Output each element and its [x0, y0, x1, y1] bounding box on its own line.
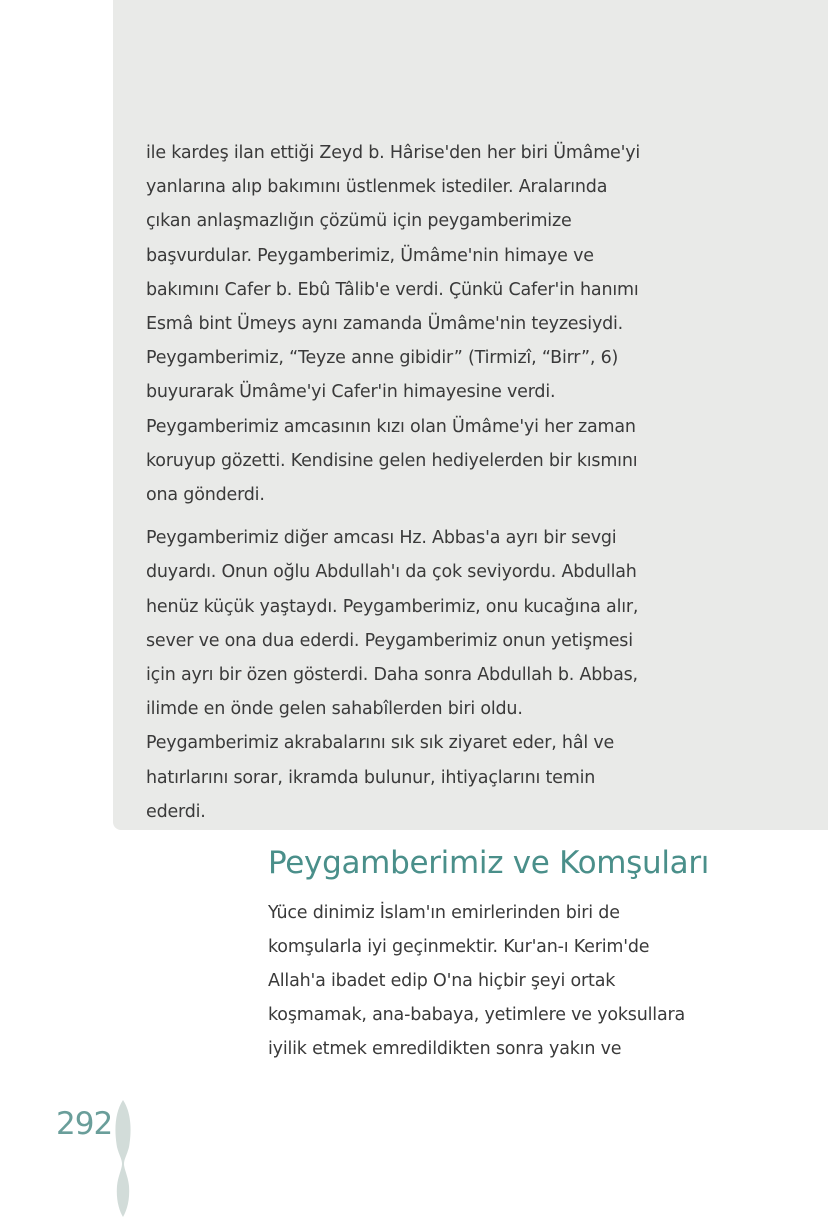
box-paragraph-1: ile kardeş ilan ettiği Zeyd b. Hârise'den her biri Ümâme'yi yanlarına alıp bakımını üstlenmek istediler. Aralarında çıkan anlaşmazlığın çözümü için peygamberimize başvurdular. Peygamberimiz, Ümâme'nin himaye ve bakımını Cafer b. Ebû Tâlib'e verdi. Çünkü Cafer'in hanımı Esmâ bint Ümeys aynı zamanda Ümâme'nin teyzesiydi. Peygamberimiz, “Teyze anne gibidir” (Tirmizî, “Birr”, 6) buyurarak Ümâme'yi Cafer'in himayesine verdi. Peygamberimiz amcasının kızı olan Ümâme'yi her zaman koruyup gözetti. Kendisine gelen hediyelerden bir kısmını ona gönderdi.	[146, 143, 641, 506]
page-ornament-icon	[112, 1100, 134, 1217]
box-text	[146, 136, 646, 829]
section-text	[268, 896, 688, 1066]
section-paragraph: Yüce dinimiz İslam'ın emirlerinden biri de komşularla iyi geçinmektir. Kur'an-ı Kerim'de Allah'a ibadet edip O'na hiçbir şeyi ortak koşmamak, ana-babaya, yetimlere ve yoksullara iyilik etmek emredildikten sonra yakın ve	[268, 903, 685, 1059]
box-paragraph-2: Peygamberimiz diğer amcası Hz. Abbas'a ayrı bir sevgi duyardı. Onun oğlu Abdullah'ı da çok seviyordu. Abdullah henüz küçük yaştaydı. Peygamberimiz, onu kucağına alır, sever ve ona dua ederdi. Peygamberimiz onun yetişmesi için ayrı bir özen gösterdi. Daha sonra Abdullah b. Abbas, ilimde en önde gelen sahabîlerden biri oldu. Peygamberimiz akrabalarını sık sık ziyaret eder, hâl ve hatırlarını sorar, ikramda bulunur, ihtiyaçlarını temin ederdi.	[146, 528, 639, 822]
section-heading: Peygamberimiz ve Komşuları	[268, 845, 710, 881]
page-number: 292	[56, 1106, 113, 1142]
